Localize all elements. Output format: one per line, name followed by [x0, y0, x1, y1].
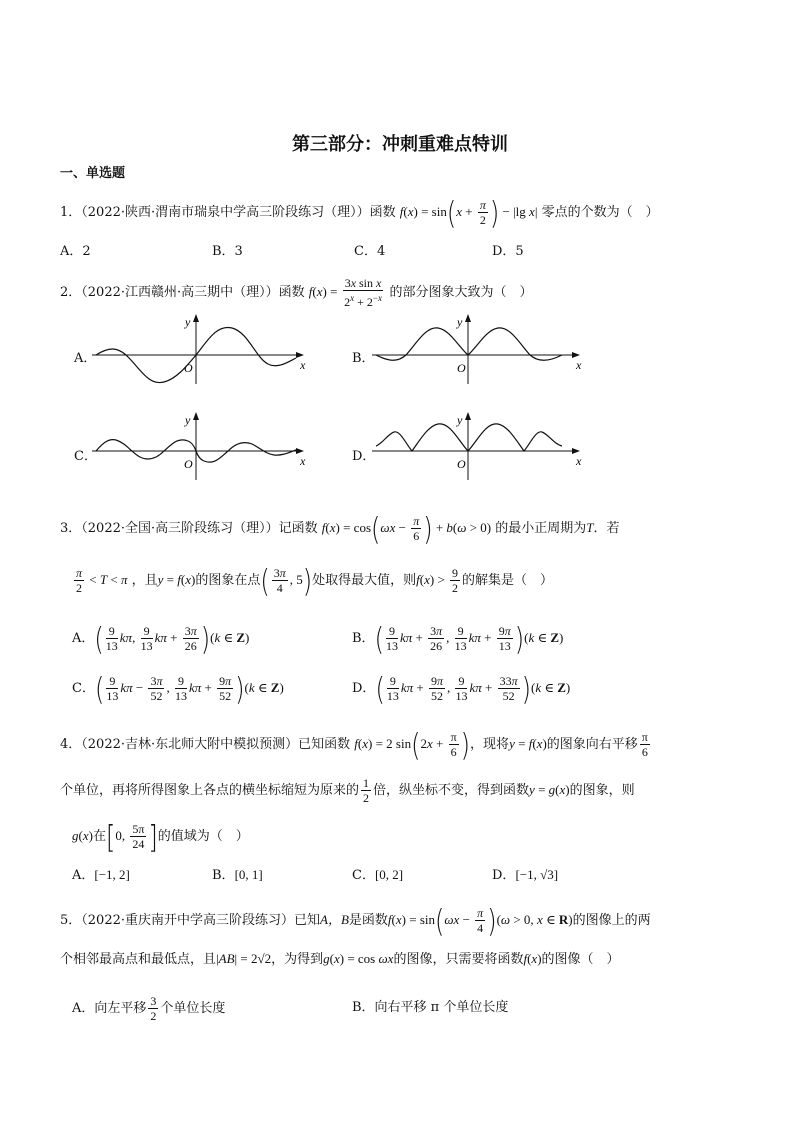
- q3-option-label: D．: [352, 681, 376, 696]
- q4-option-label: D．: [492, 868, 516, 883]
- q4-option-b[interactable]: B．[0, 1]: [212, 867, 263, 883]
- origin-label: O: [184, 457, 193, 471]
- q4-text: 的图象，则: [569, 783, 635, 798]
- q4-text: 倍，纵坐标不变，得到函数: [373, 783, 530, 798]
- q5-text: 的图像（ ）: [541, 952, 620, 967]
- q4-text: ，现将: [470, 737, 510, 752]
- question-3: 3．（2022·全国·高三阶段练习（理））记函数 f(x) = cos(ωx − $\frac{\pi}{6}$ ) + b(ω > 0) 的最小正周期为T．若: [60, 510, 620, 547]
- q5-text: ，为得到: [271, 952, 324, 967]
- q3-option-d[interactable]: D．( $\frac{9}{13}$ kπ + $\frac{9\pi}{52}$ , $\frac{9}{13}$ kπ + $\frac{33\pi}{52}$ )(k ∈ Z): [352, 670, 571, 707]
- origin-label: O: [457, 457, 466, 471]
- q4-option-label: B．: [212, 868, 235, 883]
- q4-option-label: C．: [352, 868, 375, 883]
- q3-text: 的图象在点: [195, 573, 261, 588]
- q3-suffix1: 的最小正周期为: [495, 521, 587, 536]
- q5-option-text: A．向左平移: [72, 1001, 147, 1016]
- question-4-line2: 个单位，再将所得图象上各点的横坐标缩短为原来的 $\frac{1}{2}$ 倍，纵坐标不变，得到函数y = g(x)的图象，则: [60, 776, 635, 805]
- q5-text: 个相邻最高点和最低点，且: [60, 952, 217, 967]
- q2-option-b[interactable]: B．: [352, 351, 375, 366]
- q2-option-d[interactable]: D．: [352, 449, 376, 464]
- axis-x-label: x: [300, 358, 306, 372]
- q1-option-a[interactable]: A．2: [60, 244, 91, 259]
- axis-y-label: y: [457, 315, 463, 329]
- axis-y-label: y: [185, 315, 191, 329]
- q3-text: ，且: [131, 573, 158, 588]
- q2-graph-b[interactable]: [372, 312, 592, 384]
- q3-option-c[interactable]: C．( $\frac{9}{13}$ kπ − $\frac{3\pi}{52}$ , $\frac{9}{13}$ kπ + $\frac{9\pi}{52}$ )(k ∈ Z): [72, 670, 284, 707]
- q3-option-label: A．: [72, 631, 95, 646]
- question-5-line2: 个相邻最高点和最低点，且|AB| = 2√2，为得到g(x) = cos ωx的图像，只需要将函数f(x)的图像（ ）: [60, 951, 620, 967]
- q3-option-label: C．: [72, 681, 95, 696]
- q3-option-b[interactable]: B．( $\frac{9}{13}$ kπ + $\frac{3\pi}{26}$ , $\frac{9}{13}$ kπ + $\frac{9\pi}{13}$ )(k ∈ Z): [352, 620, 564, 657]
- q1-option-b[interactable]: B．3: [212, 244, 243, 259]
- q3-text: 处取得最大值，则: [312, 573, 417, 588]
- axis-x-label: x: [576, 358, 582, 372]
- q3-option-label: B．: [352, 631, 375, 646]
- axis-x-label: x: [576, 454, 582, 468]
- q5-text: 的图像，只需要将函数: [393, 952, 524, 967]
- q5-text: 的图像上的两: [572, 913, 651, 928]
- q4-prefix: 4．（2022·吉林·东北师大附中模拟预测）已知函数: [60, 737, 351, 752]
- q2-graph-a[interactable]: [92, 312, 312, 384]
- question-1: 1．（2022·陕西·渭南市瑞泉中学高三阶段练习（理））函数 f(x) = sin(x + $\frac{\pi}{2}$ ) − |lg x| 零点的个数为（ ）: [60, 194, 659, 231]
- q2-prefix: 2．（2022·江西赣州·高三期中（理））函数: [60, 285, 305, 300]
- q5-prefix: 5．（2022·重庆南开中学高三阶段练习）已知: [60, 913, 320, 928]
- q2-option-c[interactable]: C．: [74, 449, 97, 464]
- q4-text: 在: [92, 829, 106, 844]
- q4-text: 的值域为（ ）: [157, 829, 249, 844]
- q3-suffix2: ．若: [593, 521, 620, 536]
- question-5: 5．（2022·重庆南开中学高三阶段练习）已知A，B是函数f(x) = sin(ωx − $\frac{\pi}{4}$ )(ω > 0, x ∈ R)的图像上的两: [60, 902, 651, 939]
- q2-formula: $\frac{\text{3x sin x}}{2^x + 2^{-x}}$: [344, 276, 382, 309]
- q4-option-d[interactable]: D．[−1, √3]: [492, 867, 559, 883]
- q2-option-a[interactable]: A．: [74, 351, 97, 366]
- q1-formula: f: [399, 204, 404, 219]
- q2-graph-c[interactable]: [92, 410, 312, 480]
- q5-option-b[interactable]: B．向右平移 π 个单位长度: [352, 1000, 509, 1015]
- q1-option-d[interactable]: D．5: [492, 244, 524, 259]
- q3-prefix: 3．（2022·全国·高三阶段练习（理））记函数: [60, 521, 318, 536]
- q3-option-a[interactable]: A．( $\frac{9}{13}$ kπ, $\frac{9}{13}$ kπ + $\frac{3\pi}{26}$ )(k ∈ Z): [72, 620, 250, 657]
- question-3-line2: $\frac{\pi}{2}$ < T < π ，且y = f(x)的图象在点( $\frac{3\pi}{4}$ , 5)处取得最大值，则f(x) > $\frac{9}{2}$ 的解集是（ ）: [76, 562, 554, 599]
- q4-option-label: A．: [72, 868, 95, 883]
- q5-text: 是函数: [348, 913, 388, 928]
- axis-x-label: x: [300, 454, 306, 468]
- question-4-line3: g(x)在[0, $\frac{5\pi}{24}$ ]的值域为（ ）: [72, 818, 249, 855]
- q2-graph-d[interactable]: [372, 410, 592, 480]
- question-2: 2．（2022·江西赣州·高三期中（理））函数 f(x) = $\frac{\text{3x sin x}}{2^x + 2^{-x}}$ 的部分图象大致为（ ）: [60, 276, 533, 309]
- q4-option-c[interactable]: C．[0, 2]: [352, 867, 404, 883]
- q4-text: 的图象向右平移: [546, 737, 638, 752]
- q4-option-a[interactable]: A．[−1, 2]: [72, 867, 130, 883]
- origin-label: O: [457, 361, 466, 375]
- q5-points: A，B: [320, 912, 349, 927]
- q1-prefix: 1．（2022·陕西·渭南市瑞泉中学高三阶段练习（理））函数: [60, 205, 396, 220]
- q4-text: 个单位，再将所得图象上各点的横坐标缩短为原来的: [60, 783, 360, 798]
- q5-option-a[interactable]: A．向左平移 $\frac{3}{2}$ 个单位长度: [72, 994, 226, 1023]
- section-heading: 一、单选题: [60, 166, 126, 181]
- question-4: 4．（2022·吉林·东北师大附中模拟预测）已知函数 f(x) = 2 sin(2x + $\frac{\pi}{6}$ )，现将y = f(x)的图象向右平移 $\frac{\pi}{6}$: [60, 726, 648, 763]
- axis-y-label: y: [457, 413, 463, 427]
- q3-text: 的解集是（ ）: [462, 573, 554, 588]
- axis-y-label: y: [185, 413, 191, 427]
- q5-option-text: 个单位长度: [160, 1001, 226, 1016]
- q2-suffix: 的部分图象大致为（ ）: [389, 285, 533, 300]
- q1-suffix: 零点的个数为（ ）: [541, 205, 659, 220]
- q1-option-c[interactable]: C．4: [354, 244, 386, 259]
- origin-label: O: [184, 361, 193, 375]
- page-title: 第三部分：冲刺重难点特训: [292, 134, 508, 155]
